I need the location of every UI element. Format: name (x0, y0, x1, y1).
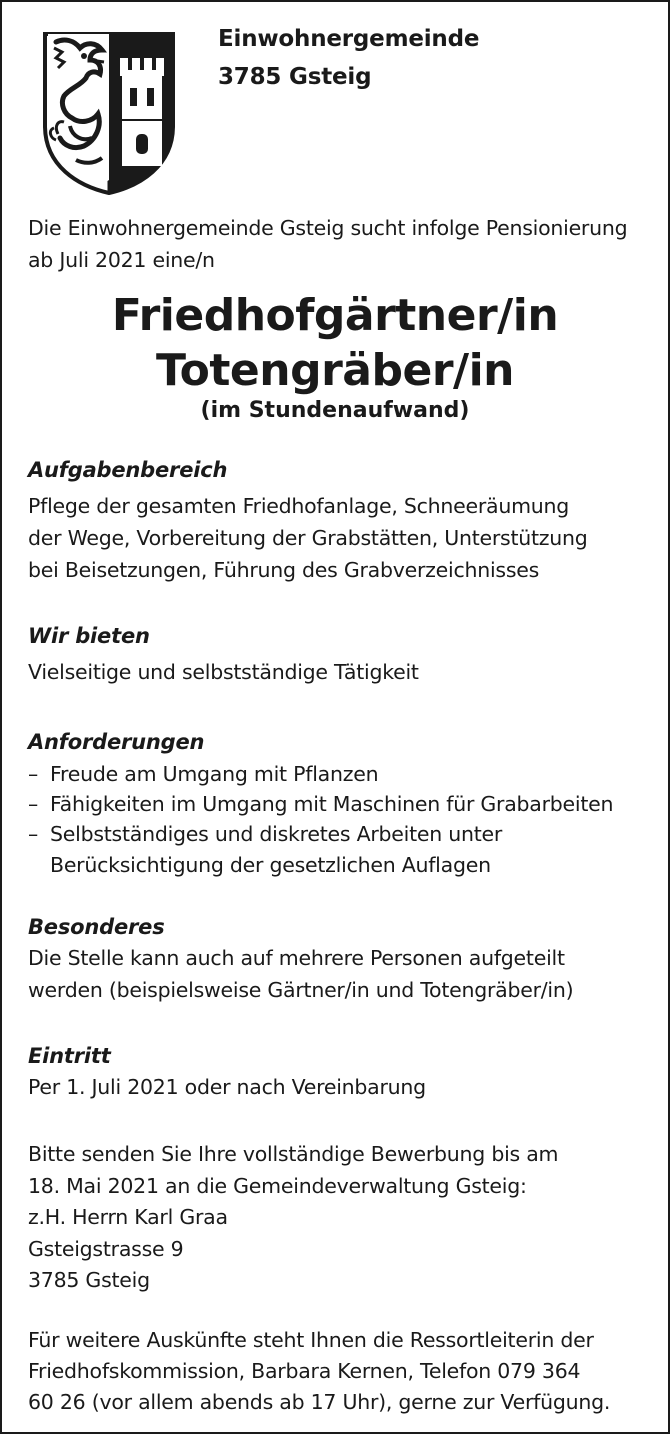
contact-name: z.H. Herrn Karl Graa (28, 1205, 228, 1229)
list-item-continuation (2, 853, 668, 885)
org-name: Einwohnergemeinde (218, 26, 480, 52)
application-text: 18. Mai 2021 an die Gemeindeverwaltung Gsteig: (28, 1174, 527, 1198)
org-address: 3785 Gsteig (218, 64, 372, 90)
list-dash: – (28, 822, 38, 846)
intro-line: Die Einwohnergemeinde Gsteig sucht infolge Pensionierung (28, 216, 628, 240)
list-item-text: Berücksichtigung der gesetzlichen Auflagen (50, 853, 491, 877)
gsteig-coat-of-arms-icon (40, 30, 178, 196)
list-dash: – (28, 762, 38, 786)
section-heading: Eintritt (28, 1044, 111, 1068)
list-item-text: Freude am Umgang mit Pflanzen (50, 762, 379, 786)
list-item-text: Fähigkeiten im Umgang mit Maschinen für Grabarbeiten (50, 792, 614, 816)
list-dash: – (28, 792, 38, 816)
list-item (2, 822, 668, 854)
section-heading: Aufgabenbereich (28, 458, 228, 482)
application-text: Bitte senden Sie Ihre vollständige Bewerbung bis am (28, 1142, 559, 1166)
list-item (2, 762, 668, 794)
info-text: Friedhofskommission, Barbara Kernen, Telefon 079 364 (28, 1359, 581, 1383)
section-text: werden (beispielsweise Gärtner/in und Totengräber/in) (28, 978, 574, 1002)
contact-city: 3785 Gsteig (28, 1268, 150, 1292)
job-subtitle: (im Stundenaufwand) (200, 398, 470, 423)
info-text: Für weitere Auskünfte steht Ihnen die Ressortleiterin der (28, 1328, 594, 1352)
info-text: 60 26 (vor allem abends ab 17 Uhr), gerne zur Verfügung. (28, 1390, 611, 1414)
job-title: Totengräber/in (156, 345, 514, 396)
list-item-text: Selbstständiges und diskretes Arbeiten unter (50, 822, 503, 846)
section-text: Die Stelle kann auch auf mehrere Personen aufgeteilt (28, 946, 565, 970)
list-item (2, 792, 668, 824)
intro-line: ab Juli 2021 eine/n (28, 248, 215, 272)
section-text: der Wege, Vorbereitung der Grabstätten, Unterstützung (28, 526, 588, 550)
section-text: Vielseitige und selbstständige Tätigkeit (28, 660, 419, 684)
section-text: Pflege der gesamten Friedhofanlage, Schneeräumung (28, 494, 570, 518)
section-text: bei Beisetzungen, Führung des Grabverzeichnisses (28, 558, 540, 582)
contact-street: Gsteigstrasse 9 (28, 1237, 184, 1261)
section-heading: Wir bieten (28, 624, 150, 648)
section-heading: Anforderungen (28, 730, 205, 754)
section-heading: Besonderes (28, 915, 165, 939)
section-text: Per 1. Juli 2021 oder nach Vereinbarung (28, 1075, 426, 1099)
job-title: Friedhofgärtner/in (111, 290, 559, 341)
